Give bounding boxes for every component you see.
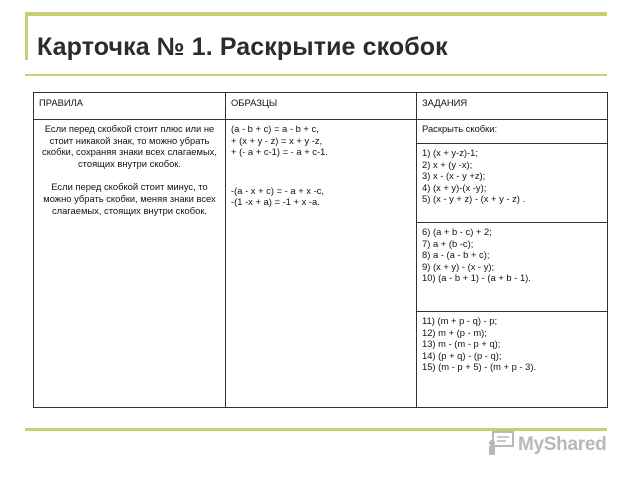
task-item: 12) m + (p - m);	[422, 326, 487, 338]
task-item: 13) m - (m - p + q);	[422, 338, 501, 350]
task-item: 9) (x + y) - (x - y);	[422, 260, 495, 272]
task-item: 14) (p + q) - (p - q);	[422, 349, 502, 361]
task-heading-cell: Раскрыть скобки:	[417, 120, 608, 144]
task-group-3	[417, 312, 608, 408]
sample-line: -(a - x + c) = - a + x -c,	[231, 184, 324, 196]
samples-cell	[226, 120, 417, 408]
left-decor-line	[25, 12, 28, 60]
sample-line: (а - b + c) = a - b + c,	[231, 123, 319, 134]
sample-line: + (- a + c-1) = - a + c-1.	[231, 146, 328, 158]
title-underline	[25, 74, 607, 76]
header-tasks: ЗАДАНИЯ	[417, 93, 608, 120]
card-table	[33, 92, 608, 408]
table-row	[34, 120, 608, 144]
task-item: 10) (a - b + 1) - (a + b - 1).	[422, 272, 531, 284]
task-item: 8) a - (a - b + c);	[422, 249, 490, 261]
task-item: 6) (a + b - c) + 2;	[422, 226, 492, 237]
watermark-text: MyShared	[518, 434, 607, 455]
rule-minus: Если перед скобкой стоит минус, то можно убрать скобки, меняя знаки всех слагаемых, стоящих внутри скобок.	[43, 181, 216, 216]
task-item: 11) (m + p - q) - p;	[422, 315, 498, 326]
teacher-at-board-icon	[487, 430, 515, 461]
task-item: 2) x + (y -x);	[422, 158, 473, 170]
task-group-1	[417, 144, 608, 223]
top-decor-line	[25, 12, 607, 16]
task-item: 4) (x + y)-(x -y);	[422, 181, 487, 193]
task-item: 3) x - (x - y +z);	[422, 170, 486, 182]
watermark	[487, 430, 606, 460]
rule-plus: Если перед скобкой стоит плюс или не стоит никакой знак, то можно убрать скобки, сохраняя знаки всех слагаемых, стоящих внутри скобок.	[42, 123, 217, 169]
sample-line: + (x + y - z) = x + y -z,	[231, 134, 323, 146]
table-header-row	[34, 93, 608, 120]
task-item: 1) (x + y-z)-1;	[422, 147, 478, 158]
slide-title: Карточка № 1. Раскрытие скобок	[37, 33, 448, 61]
task-item: 5) (x - y + z) - (x + y - z) .	[422, 193, 526, 205]
header-rules: ПРАВИЛА	[34, 93, 226, 120]
task-item: 15) (m - p + 5) - (m + p - 3).	[422, 361, 537, 373]
sample-line: -(1 -x + a) = -1 + x -a.	[231, 196, 320, 208]
rules-cell	[34, 120, 226, 408]
task-group-2	[417, 223, 608, 312]
header-samples: ОБРАЗЦЫ	[226, 93, 417, 120]
task-item: 7) a + (b -c);	[422, 237, 474, 249]
